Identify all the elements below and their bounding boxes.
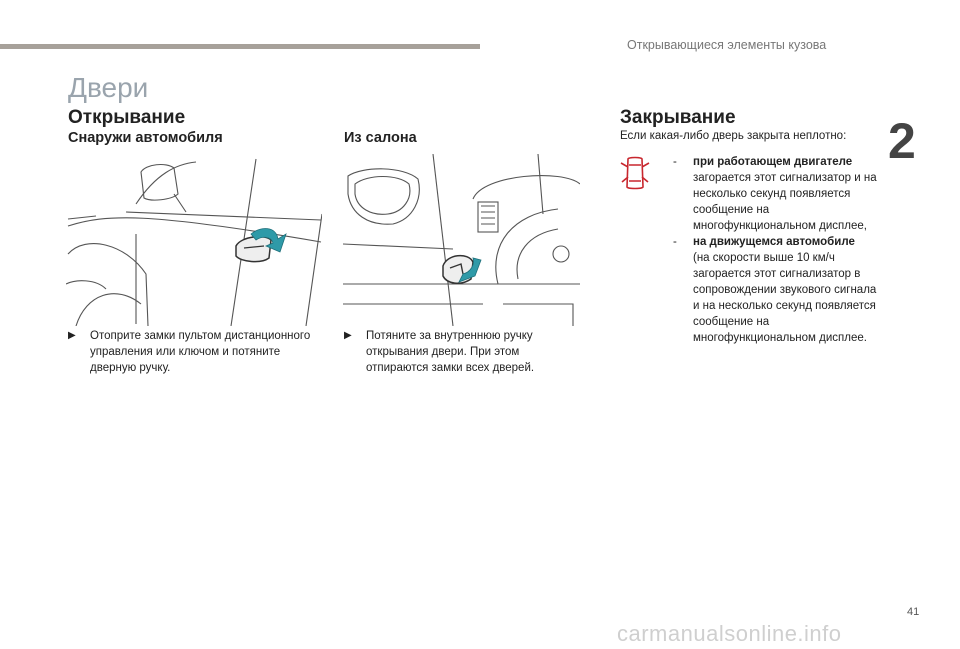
- inside-heading: Из салона: [344, 130, 417, 146]
- inside-instruction-text: Потяните за внутреннюю ручку открывания двери. При этом отпираются замки всех дверей.: [366, 330, 535, 374]
- page-title: Двери: [68, 72, 149, 103]
- outside-heading: Снаружи автомобиля: [68, 130, 223, 146]
- closing-list: [673, 154, 883, 346]
- outside-door-illustration: [66, 154, 322, 326]
- closing-heading: Закрывание: [620, 107, 736, 128]
- header-accent-bar: [0, 44, 480, 49]
- closing-item-bold: на движущемся автомобиле: [693, 236, 855, 248]
- list-dash: -: [673, 156, 677, 168]
- watermark: carmanualsonline.info: [617, 621, 842, 646]
- closing-intro: Если какая-либо дверь закрыта неплотно:: [620, 130, 847, 142]
- door-open-warning-icon: [618, 155, 652, 191]
- inside-handle-icon: [443, 256, 473, 284]
- page-number: 41: [907, 606, 920, 618]
- closing-item-text: загорается этот сигнализатор и на несколько секунд появляется сообщение на многофункциональном дисплее,: [693, 172, 877, 232]
- outside-instruction: [68, 328, 320, 376]
- closing-item-bold: при работающем двигателе: [693, 156, 853, 168]
- bullet-marker-icon: ▶: [68, 330, 76, 341]
- section-title: Открывающиеся элементы кузова: [627, 38, 827, 52]
- opening-heading: Открывание: [68, 107, 186, 128]
- closing-item-engine-running: [673, 154, 883, 234]
- door-handle-icon: [236, 237, 271, 262]
- outside-instruction-text: Отоприте замки пультом дистанционного управления или ключом и потяните дверную ручку.: [90, 330, 311, 374]
- inside-door-illustration: [343, 154, 580, 326]
- chapter-number: 2: [888, 113, 916, 169]
- closing-item-text: (на скорости выше 10 км/ч загорается этот сигнализатор в сопровождении звукового сигнала и на несколько секунд появляется сообщение на многофункциональном дисплее.: [693, 252, 877, 344]
- closing-item-vehicle-moving: [673, 234, 883, 346]
- list-dash: -: [673, 236, 677, 248]
- bullet-marker-icon: ▶: [344, 330, 352, 341]
- inside-instruction: [344, 328, 580, 376]
